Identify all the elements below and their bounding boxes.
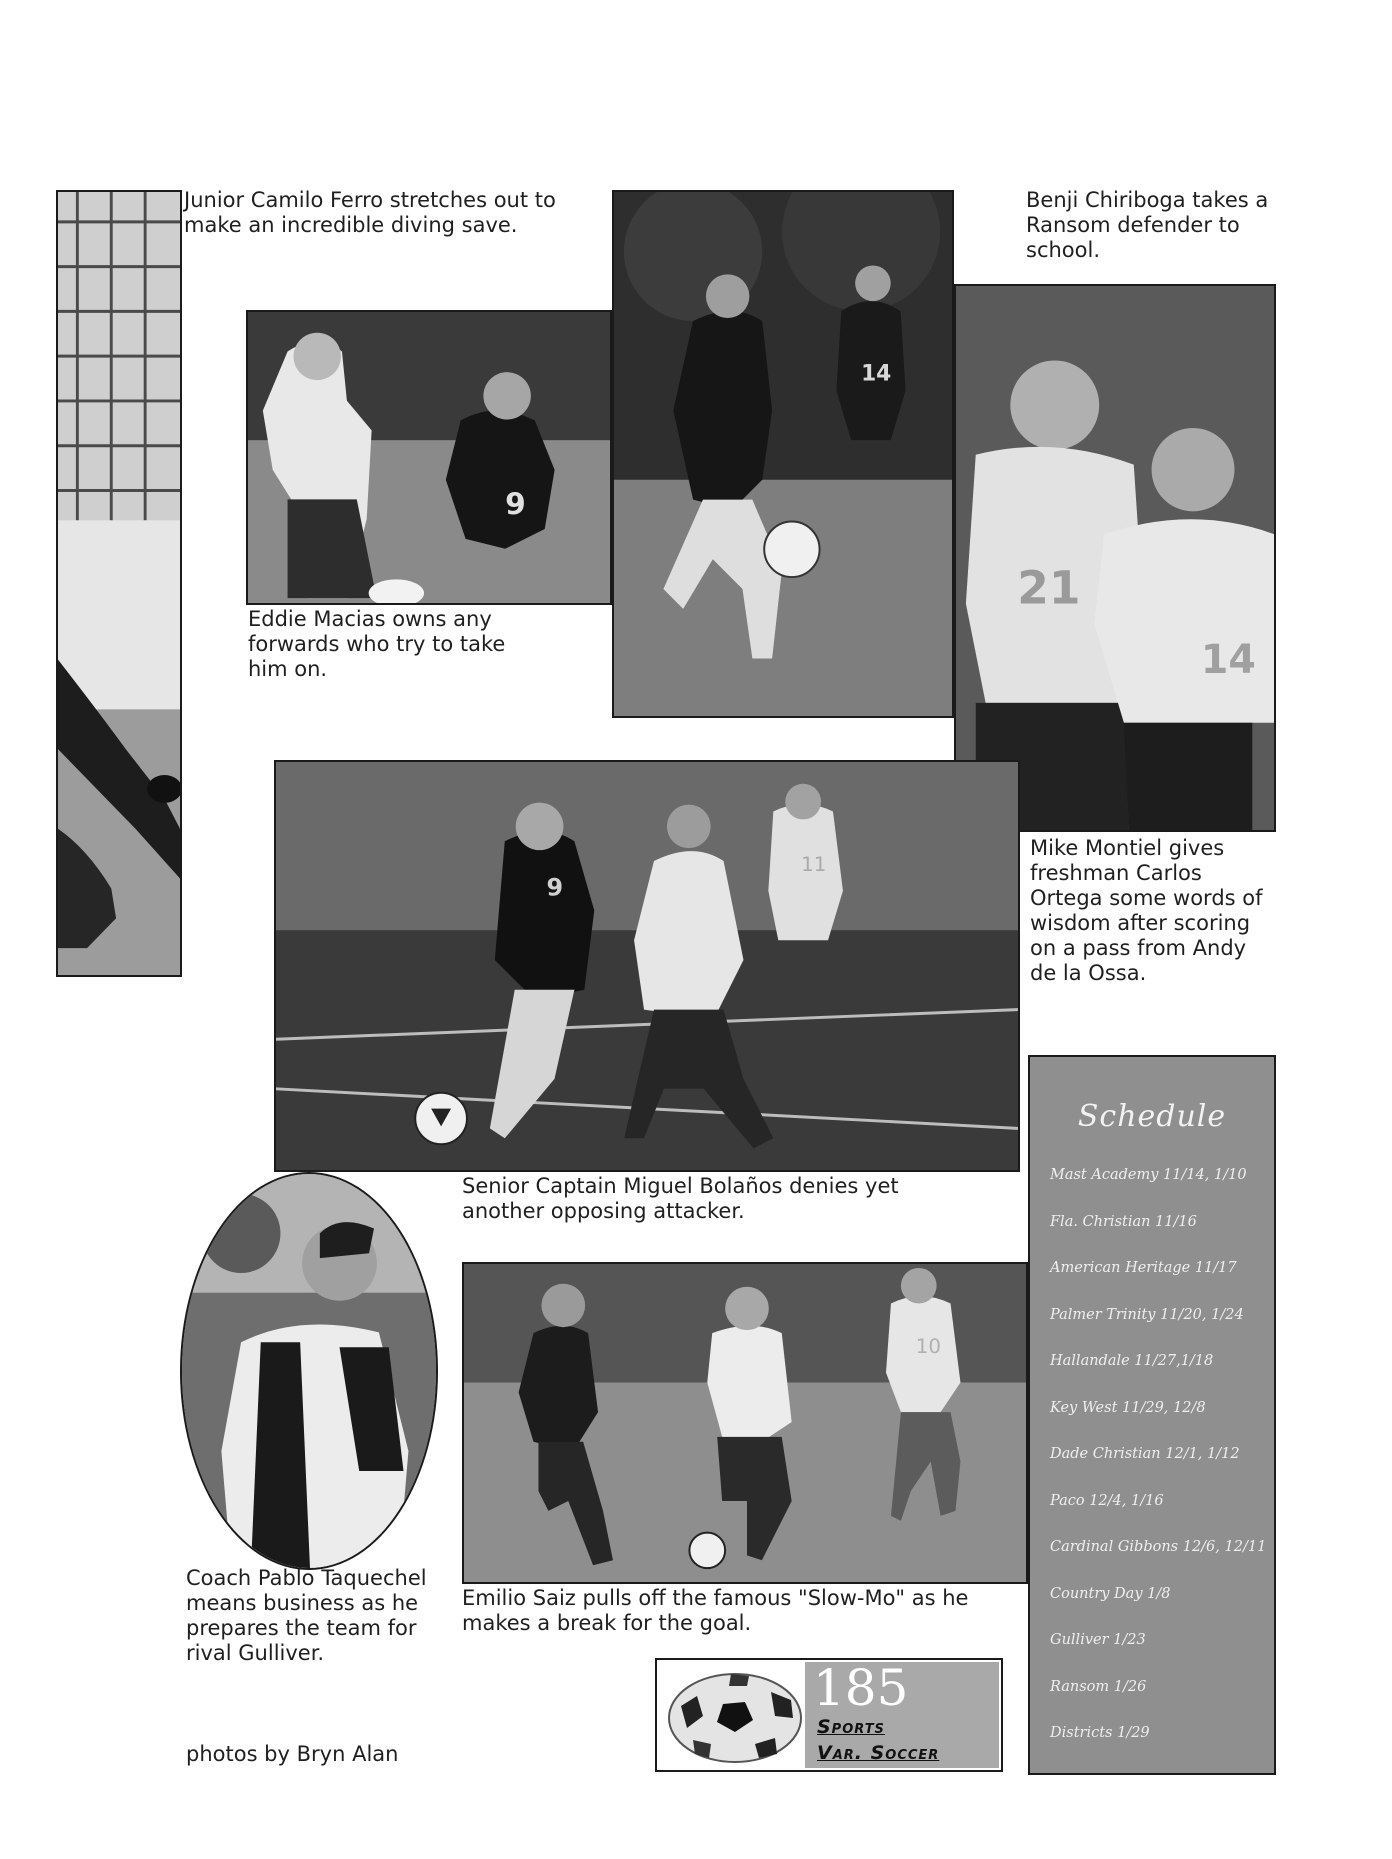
- page-folio-box: [655, 1658, 1003, 1772]
- photo-saiz: [462, 1262, 1028, 1584]
- photo-chiriboga: [612, 190, 954, 718]
- schedule-item: Hallandale 11/27,1/18: [1050, 1353, 1214, 1369]
- schedule-item: Dade Christian 12/1, 1/12: [1050, 1446, 1240, 1462]
- schedule-item: Palmer Trinity 11/20, 1/24: [1050, 1306, 1244, 1323]
- photo-montiel-ortega: [954, 284, 1276, 832]
- caption-macias: Eddie Macias owns any forwards who try to take him on.: [248, 607, 506, 681]
- schedule-item: Cardinal Gibbons 12/6, 12/11: [1050, 1539, 1267, 1555]
- jersey-number-bolanos-bg: 11: [801, 852, 827, 876]
- schedule-item: American Heritage 11/17: [1050, 1260, 1237, 1276]
- photo-credit: photos by Bryn Alan: [186, 1742, 399, 1766]
- caption-goalie: Junior Camilo Ferro stretches out to make an incredible diving save.: [184, 188, 556, 237]
- caption-chiriboga: Benji Chiriboga takes a Ransom defender to school.: [1026, 188, 1269, 262]
- photo-macias: [246, 310, 612, 605]
- schedule-item: Districts 1/29: [1050, 1725, 1150, 1741]
- schedule-item: Country Day 1/8: [1050, 1585, 1171, 1602]
- jersey-number-saiz-bg: 10: [915, 1334, 942, 1358]
- caption-montiel: Mike Montiel gives freshman Carlos Ortega some words of wisdom after scoring on a pass from Andy de la Ossa.: [1030, 836, 1263, 985]
- schedule-item: Fla. Christian 11/16: [1050, 1213, 1197, 1230]
- jersey-number-montiel: 21: [1017, 561, 1081, 615]
- jersey-number-ortega: 14: [1200, 637, 1256, 684]
- jersey-number-bolanos: 9: [546, 873, 564, 902]
- page-number: 185: [813, 1659, 909, 1717]
- schedule-list: [1030, 1152, 1274, 1757]
- schedule-item: Mast Academy 11/14, 1/10: [1050, 1167, 1247, 1183]
- schedule-box: [1028, 1055, 1276, 1775]
- jersey-number-macias: 9: [505, 486, 526, 522]
- caption-saiz: Emilio Saiz pulls off the famous "Slow-Mo" as he makes a break for the goal.: [462, 1586, 969, 1635]
- photo-goalie-save: [56, 190, 182, 977]
- folio-section: Sports: [817, 1716, 885, 1738]
- folio-subsection: Var. Soccer: [817, 1742, 940, 1764]
- schedule-item: Paco 12/4, 1/16: [1050, 1492, 1164, 1509]
- photo-bolanos: [274, 760, 1020, 1172]
- jersey-number-chiriboga-bg: 14: [861, 361, 892, 387]
- caption-bolanos: Senior Captain Miguel Bolaños denies yet another opposing attacker.: [462, 1174, 899, 1223]
- schedule-item: Ransom 1/26: [1050, 1678, 1147, 1695]
- soccer-ball-icon: [663, 1666, 811, 1766]
- schedule-item: Gulliver 1/23: [1050, 1632, 1146, 1648]
- schedule-title: Schedule: [1077, 1099, 1227, 1134]
- schedule-item: Key West 11/29, 12/8: [1050, 1399, 1206, 1416]
- caption-coach: Coach Pablo Taquechel means business as he prepares the team for rival Gulliver.: [186, 1566, 427, 1665]
- photo-coach-oval: [180, 1172, 438, 1570]
